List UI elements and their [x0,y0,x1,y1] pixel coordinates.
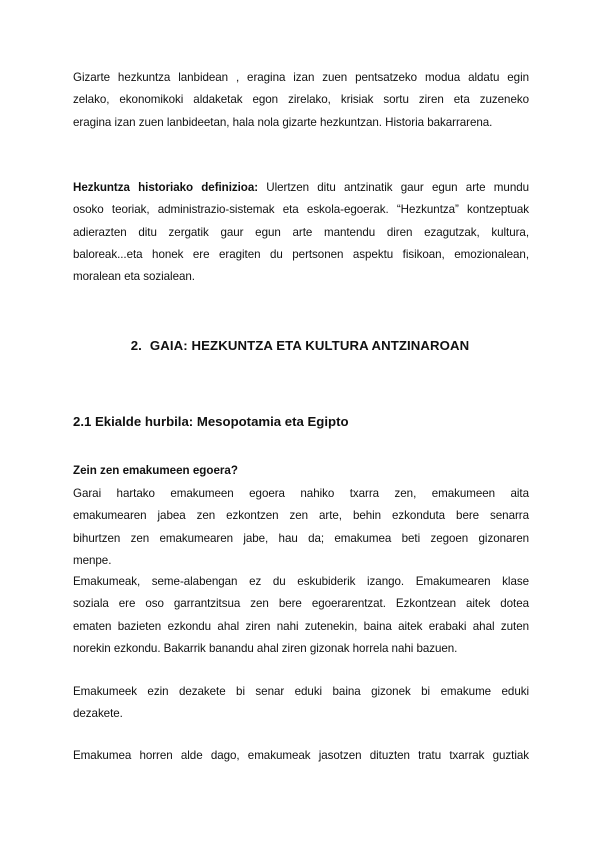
section-heading: 2.1 Ekialde hurbila: Mesopotamia eta Egipto [73,414,349,429]
intro-line-1: Gizarte hezkuntza lanbidean , eragina izan zuen pentsatzeko modua aldatu egin [73,71,529,84]
definition-line-1 [73,177,529,199]
definition-paragraph [73,177,529,288]
status-line-1: Garai hartako emakumeen egoera nahiko txarra zen, emakumeen aita [73,487,529,500]
spouses-line-2: dezakete. [73,707,123,721]
chapter-number: 2. [130,338,142,353]
inheritance-line-1: Emakumeak, seme-alabengan ez du eskubiderik izango. Emakumearen klase [73,575,529,588]
status-line-3: bihurtzen zen emakumearen jabe, hau da; emakumea beti zegoen gizonaren [73,531,529,545]
chapter-heading [0,338,600,353]
definition-line-4: baloreak...eta honek ere eragiten du pertsonen aspektu fisikoan, emozionalean, [73,247,529,261]
question-heading: Zein zen emakumeen egoera? [73,464,238,477]
definition-label: Hezkuntza historiako definizioa: [73,181,259,194]
definition-line-5: moralean eta sozialean. [73,270,195,284]
intro-line-3: eragina izan zuen lanbideetan, hala nola gizarte hezkuntzan. Historia bakarrarena. [73,115,493,129]
status-line-2: emakumearen jabea zen ezkontzen zen arte, behin ezkonduta bere senarra [73,509,529,523]
spouses-paragraph [73,681,529,726]
spouses-line-1: Emakumeek ezin dezakete bi senar eduki baina gizonek bi emakume eduki [73,685,529,698]
definition-line-2: osoko teoriak, administrazio-sistemak eta eskola-egoerak. “Hezkuntza” kontzeptuak [73,203,529,217]
definition-line-1-rest: Ulertzen ditu antzinatik gaur egun arte mundu [258,181,530,194]
status-paragraph [73,483,529,572]
inheritance-line-3: ematen bazieten ezkondu ahal ziren nahi zutenekin, baina aitek erabaki ahal zuten [73,619,529,633]
defense-paragraph [73,745,529,767]
defense-line-1: Emakumea horren alde dago, emakumeak jasotzen dituzten tratu txarrak guztiak [73,749,529,762]
inheritance-line-4: norekin ezkondu. Bakarrik banandu ahal ziren gizonak horrela nahi bazuen. [73,641,458,655]
status-line-4: menpe. [73,553,112,567]
intro-line-2: zelako, ekonomikoki aldaketak egon zirelako, krisiak sortu ziren eta zuzeneko [73,93,529,107]
definition-line-3: adierazten ditu zergatik gaur egun arte mantendu diren ezagutzak, kultura, [73,225,529,239]
inheritance-paragraph [73,571,529,660]
inheritance-line-2: soziala ere oso garrantzitsua zen bere egoerarentzat. Ezkontzean aitek dotea [73,597,529,611]
intro-paragraph [73,67,529,134]
chapter-title: GAIA: HEZKUNTZA ETA KULTURA ANTZINAROAN [149,338,470,353]
